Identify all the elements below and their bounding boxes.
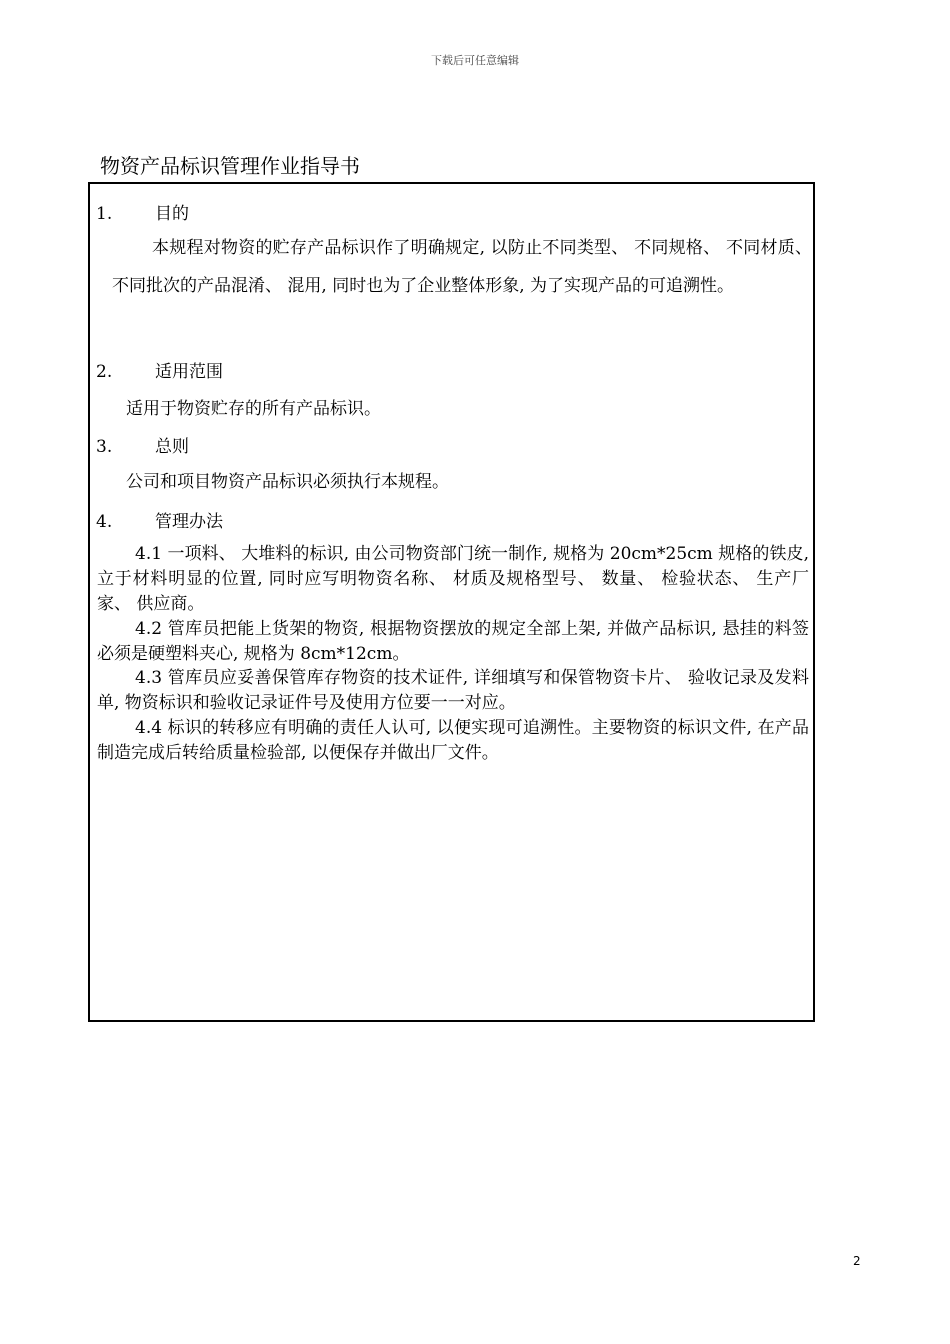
section-number: 4. [96, 512, 113, 532]
section-heading-general [96, 432, 189, 457]
document-title: 物资产品标识管理作业指导书 [100, 154, 360, 178]
management-item: 4.3 管库员应妥善保管库存物资的技术证件, 详细填写和保管物资卡片、 验收记录及发料单, 物资标识和验收记录证件号及使用方位要一一对应。 [97, 668, 809, 713]
section-title: 适用范围 [155, 362, 223, 382]
section-body-purpose: 本规程对物资的贮存产品标识作了明确规定, 以防止不同类型、 不同规格、 不同材质、 不同批次的产品混淆、 混用, 同时也为了企业整体形象, 为了实现产品的可追溯性。 [112, 238, 812, 296]
management-item: 4.1 一项料、 大堆料的标识, 由公司物资部门统一制作, 规格为 20cm*25cm 规格的铁皮, 立于材料明显的位置, 同时应写明物资名称、 材质及规格型号、 数量、 检验状态、 生产厂家、 供应商。 [97, 544, 809, 614]
section-heading-scope [96, 357, 223, 382]
page-number: 2 [853, 1254, 861, 1268]
section-title: 总则 [155, 437, 189, 457]
management-item: 4.4 标识的转移应有明确的责任人认可, 以便实现可追溯性。主要物资的标识文件, 在产品制造完成后转给质量检验部, 以便保存并做出厂文件。 [97, 718, 809, 763]
section-number: 1. [96, 204, 113, 224]
section-title: 管理办法 [155, 512, 223, 532]
section-number: 3. [96, 437, 113, 457]
section-heading-management [96, 507, 223, 532]
section-heading-purpose [96, 199, 189, 224]
section-title: 目的 [155, 204, 189, 224]
management-item: 4.2 管库员把能上货架的物资, 根据物资摆放的规定全部上架, 并做产品标识, 悬挂的料签必须是硬塑料夹心, 规格为 8cm*12cm。 [97, 619, 809, 664]
section-body-scope: 适用于物资贮存的所有产品标识。 [126, 399, 381, 419]
header-note: 下载后可任意编辑 [431, 54, 519, 67]
section-body-general: 公司和项目物资产品标识必须执行本规程。 [126, 472, 449, 492]
section-number: 2. [96, 362, 113, 382]
